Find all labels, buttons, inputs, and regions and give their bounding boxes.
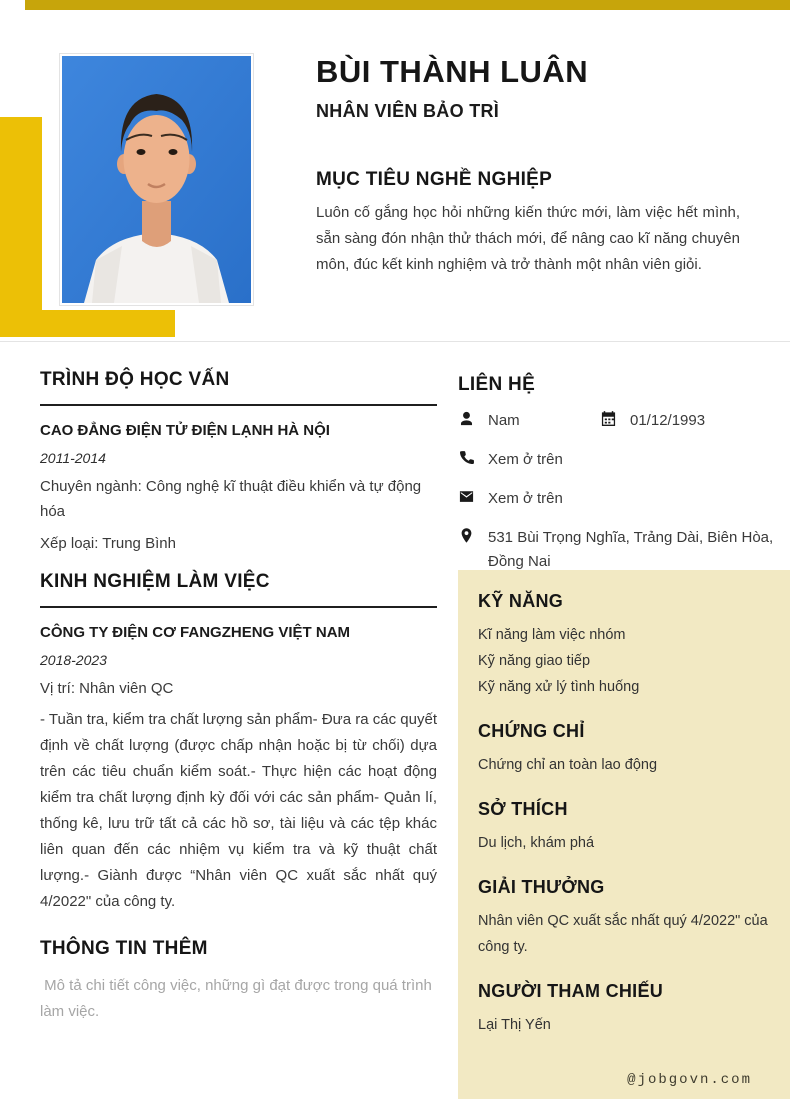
experience-years: 2018-2023	[40, 652, 107, 668]
header-divider-line	[0, 341, 790, 342]
top-accent-bar	[25, 0, 790, 10]
location-pin-icon	[458, 527, 475, 544]
contact-row-phone	[458, 448, 790, 472]
contact-heading: LIÊN HỆ	[458, 374, 536, 395]
objective-heading: MỤC TIÊU NGHỀ NGHIỆP	[316, 169, 553, 190]
skill-item: Kỹ năng xử lý tình huống	[478, 679, 640, 695]
contact-row-email	[458, 487, 790, 511]
left-accent-block-horizontal	[0, 310, 175, 337]
education-major: Chuyên ngành: Công nghệ kĩ thuật điều khiển và tự động hóa	[40, 478, 422, 520]
contact-row-address	[458, 526, 790, 574]
skill-item: Kỹ năng giao tiếp	[478, 653, 591, 669]
awards-heading: GIẢI THƯỞNG	[478, 877, 605, 897]
profile-photo-illustration	[62, 56, 251, 303]
header	[316, 54, 740, 278]
calendar-icon	[600, 410, 617, 427]
phone-icon	[458, 449, 475, 466]
skill-item: Kĩ năng làm việc nhóm	[478, 627, 626, 643]
reference-item: Lại Thị Yến	[478, 1017, 551, 1033]
education-years: 2011-2014	[40, 450, 106, 466]
contact-row-gender-birthday	[458, 409, 790, 433]
experience-heading: KINH NGHIỆM LÀM VIỆC	[40, 570, 437, 608]
contact-rows	[458, 409, 790, 574]
certificate-item: Chứng chỉ an toàn lao động	[478, 757, 658, 773]
experience-company: CÔNG TY ĐIỆN CƠ FANGZHENG VIỆT NAM	[40, 624, 351, 641]
profile-photo	[59, 53, 254, 306]
education-grade: Xếp loại: Trung Bình	[40, 535, 176, 552]
additional-info-heading: THÔNG TIN THÊM	[40, 938, 208, 959]
main-column	[40, 368, 437, 1025]
contact-birthday	[600, 409, 705, 433]
left-accent-block-vertical	[0, 117, 42, 337]
education-school: CAO ĐẲNG ĐIỆN TỬ ĐIỆN LẠNH HÀ NỘI	[40, 422, 330, 439]
contact-email-value: Xem ở trên	[488, 490, 563, 507]
references-heading: NGƯỜI THAM CHIẾU	[478, 981, 664, 1001]
experience-description: - Tuần tra, kiểm tra chất lượng sản phẩm- Đưa ra các quyết định về chất lượng (được chấp nhận hoặc bị từ chối) dựa trên các tiêu chuẩn kiểm soát.- Thực hiện các hoạt động kiểm tra chất lượng định kỳ đối với các sản phẩm- Quản lí, thống kê, lưu trữ tất cả các hồ sơ, tài liệu và các tệp khác liên quan đến các nhiệm vụ kiểm tra và kỹ thuật chất lượng.- Giành được “Nhân viên QC xuất sắc nhất quý 4/2022" của công ty.	[40, 711, 437, 910]
skills-heading: KỸ NĂNG	[478, 591, 564, 611]
envelope-icon	[458, 488, 475, 505]
experience-position: Vị trí: Nhân viên QC	[40, 680, 174, 697]
additional-info-note: Mô tả chi tiết công việc, những gì đạt được trong quá trình làm việc.	[40, 977, 436, 1020]
contact-gender-value: Nam	[488, 412, 520, 429]
objective-text: Luôn cố gắng học hỏi những kiến thức mới, làm việc hết mình, sẵn sàng đón nhận thử thách mới, để nâng cao kĩ năng chuyên môn, đúc kết kinh nghiệm và trở thành một nhân viên giỏi.	[316, 204, 740, 273]
candidate-name: BÙI THÀNH LUÂN	[316, 54, 589, 89]
contact-phone-value: Xem ở trên	[488, 451, 563, 468]
award-item: Nhân viên QC xuất sắc nhất quý 4/2022" của công ty.	[478, 913, 768, 955]
hobby-item: Du lịch, khám phá	[478, 835, 595, 851]
user-icon	[458, 410, 475, 427]
contact-birthday-value: 01/12/1993	[630, 412, 706, 429]
education-heading: TRÌNH ĐỘ HỌC VẤN	[40, 368, 437, 406]
certificates-heading: CHỨNG CHỈ	[478, 721, 585, 741]
hobbies-heading: SỞ THÍCH	[478, 799, 568, 819]
watermark: @jobgovn.com	[627, 1072, 752, 1088]
contact-gender	[458, 409, 600, 433]
candidate-job-title: NHÂN VIÊN BẢO TRÌ	[316, 101, 500, 121]
sidebar-panel	[458, 570, 790, 1099]
contact-section	[458, 373, 790, 574]
contact-address-value: 531 Bùi Trọng Nghĩa, Trảng Dài, Biên Hòa, Đồng Nai	[488, 529, 774, 570]
